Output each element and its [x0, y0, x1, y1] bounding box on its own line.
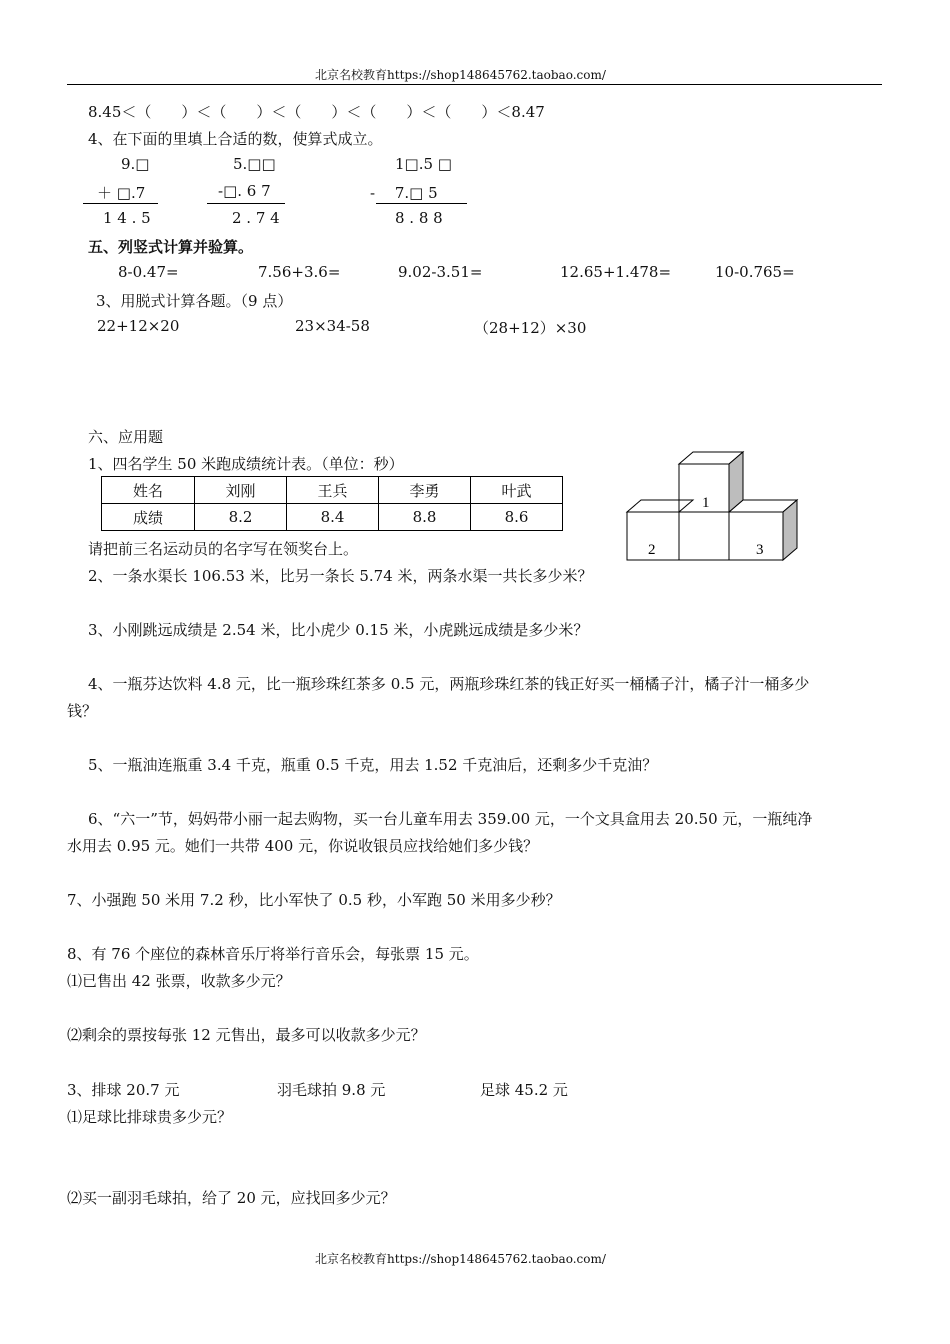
table-row	[102, 477, 563, 504]
q7-text: 7、小强跑 50 米用 7.2 秒，比小军快了 0.5 秒，小军跑 50 米用多少秒？	[67, 891, 561, 909]
section5-title: 五、列竖式计算并验算。	[88, 238, 254, 256]
table-header-cell: 叶武	[471, 477, 563, 504]
p3-top: 1□.5 □	[395, 155, 452, 173]
q5-text: 5、一瓶油连瓶重 3.4 千克，瓶重 0.5 千克，用去 1.52 千克油后，还剩多少千克油？	[88, 756, 658, 774]
q6-line2: 水用去 0.95 元。她们一共带 400 元，你说收银员应找给她们多少钱？	[67, 837, 539, 855]
podium-second-top	[627, 500, 693, 512]
table-header-cell: 王兵	[287, 477, 379, 504]
q9-sub1: ⑴足球比排球贵多少元？	[67, 1108, 233, 1126]
header-rule	[67, 84, 882, 85]
footer-school: 北京名校教育	[315, 1252, 388, 1266]
header-school: 北京名校教育	[315, 68, 388, 82]
step-calc-item: （28+12）×30	[474, 319, 587, 337]
q4-line2: 钱？	[67, 702, 98, 720]
calc-item: 10-0.765=	[715, 263, 795, 281]
step-calc-item: 22+12×20	[97, 317, 180, 335]
score-table	[101, 476, 563, 531]
q9-sub2: ⑵买一副羽毛球拍，给了 20 元，应找回多少元？	[67, 1189, 396, 1207]
header-url: https://shop148645762.taobao.com/	[387, 68, 606, 82]
q2-text: 2、一条水渠长 106.53 米，比另一条长 5.74 米，两条水渠一共长多少米？	[88, 567, 593, 585]
q9-item: 羽毛球拍 9.8 元	[277, 1081, 386, 1099]
page-header	[315, 66, 606, 83]
table-cell: 8.8	[379, 504, 471, 531]
podium-label-1: 1	[702, 495, 710, 511]
q1-note: 请把前三名运动员的名字写在领奖台上。	[88, 540, 359, 558]
podium-diagram	[620, 448, 800, 564]
p2-top: 5.□□	[233, 155, 276, 173]
p1-result: 1 4 . 5	[103, 209, 151, 227]
table-cell: 8.6	[471, 504, 563, 531]
calc-item: 12.65+1.478=	[560, 263, 672, 281]
q1-title: 1、四名学生 50 米跑成绩统计表。（单位：秒）	[88, 455, 404, 473]
p1-rule	[83, 203, 158, 204]
podium-third-side	[783, 500, 797, 560]
calc-item: 9.02-3.51=	[398, 263, 483, 281]
section6-title: 六、应用题	[88, 428, 164, 446]
table-cell: 成绩	[102, 504, 195, 531]
table-header-cell: 李勇	[379, 477, 471, 504]
q9-item: 3、排球 20.7 元	[67, 1081, 180, 1099]
q4-title: 4、在下面的里填上合适的数，使算式成立。	[88, 130, 383, 148]
page-footer	[315, 1250, 606, 1267]
p1-mid: ＋ □.7	[97, 184, 146, 202]
p1-top: 9.□	[121, 155, 150, 173]
compare-line: 8.45＜（ ）＜（ ）＜（ ）＜（ ）＜（ ）＜8.47	[88, 103, 545, 121]
calc-item: 7.56+3.6=	[258, 263, 341, 281]
p2-rule	[207, 203, 285, 204]
table-row	[102, 504, 563, 531]
podium-label-2: 2	[648, 542, 656, 558]
q8-sub1: ⑴已售出 42 张票，收款多少元？	[67, 972, 291, 990]
podium-label-3: 3	[756, 542, 764, 558]
p3-mid: - 7.□ 5	[370, 184, 438, 202]
table-header-cell: 姓名	[102, 477, 195, 504]
p3-rule	[376, 203, 467, 204]
table-header-cell: 刘刚	[195, 477, 287, 504]
q4-line1: 4、一瓶芬达饮料 4.8 元，比一瓶珍珠红茶多 0.5 元，两瓶珍珠红茶的钱正好买一桶橘子汁，橘子汁一桶多少	[88, 675, 810, 693]
q6-line1: 6、“六一”节，妈妈带小丽一起去购物，买一台儿童车用去 359.00 元，一个文具盒用去 20.50 元，一瓶纯净	[88, 810, 813, 828]
p2-mid: -□. 6 7	[218, 182, 271, 200]
q9-item: 足球 45.2 元	[480, 1081, 568, 1099]
q8-text: 8、有 76 个座位的森林音乐厅将举行音乐会，每张票 15 元。	[67, 945, 479, 963]
q3-calc-title: 3、用脱式计算各题。（9 点）	[96, 292, 293, 310]
table-cell: 8.4	[287, 504, 379, 531]
step-calc-item: 23×34-58	[295, 317, 370, 335]
footer-url: https://shop148645762.taobao.com/	[387, 1252, 606, 1266]
calc-item: 8-0.47=	[118, 263, 179, 281]
p3-result: 8 . 8 8	[395, 209, 443, 227]
podium-center-lower	[679, 512, 729, 560]
q3-text: 3、小刚跳远成绩是 2.54 米，比小虎少 0.15 米，小虎跳远成绩是多少米？	[88, 621, 589, 639]
podium-first-side	[729, 452, 743, 512]
table-cell: 8.2	[195, 504, 287, 531]
p2-result: 2 . 7 4	[232, 209, 280, 227]
q8-sub2: ⑵剩余的票按每张 12 元售出，最多可以收款多少元？	[67, 1026, 426, 1044]
